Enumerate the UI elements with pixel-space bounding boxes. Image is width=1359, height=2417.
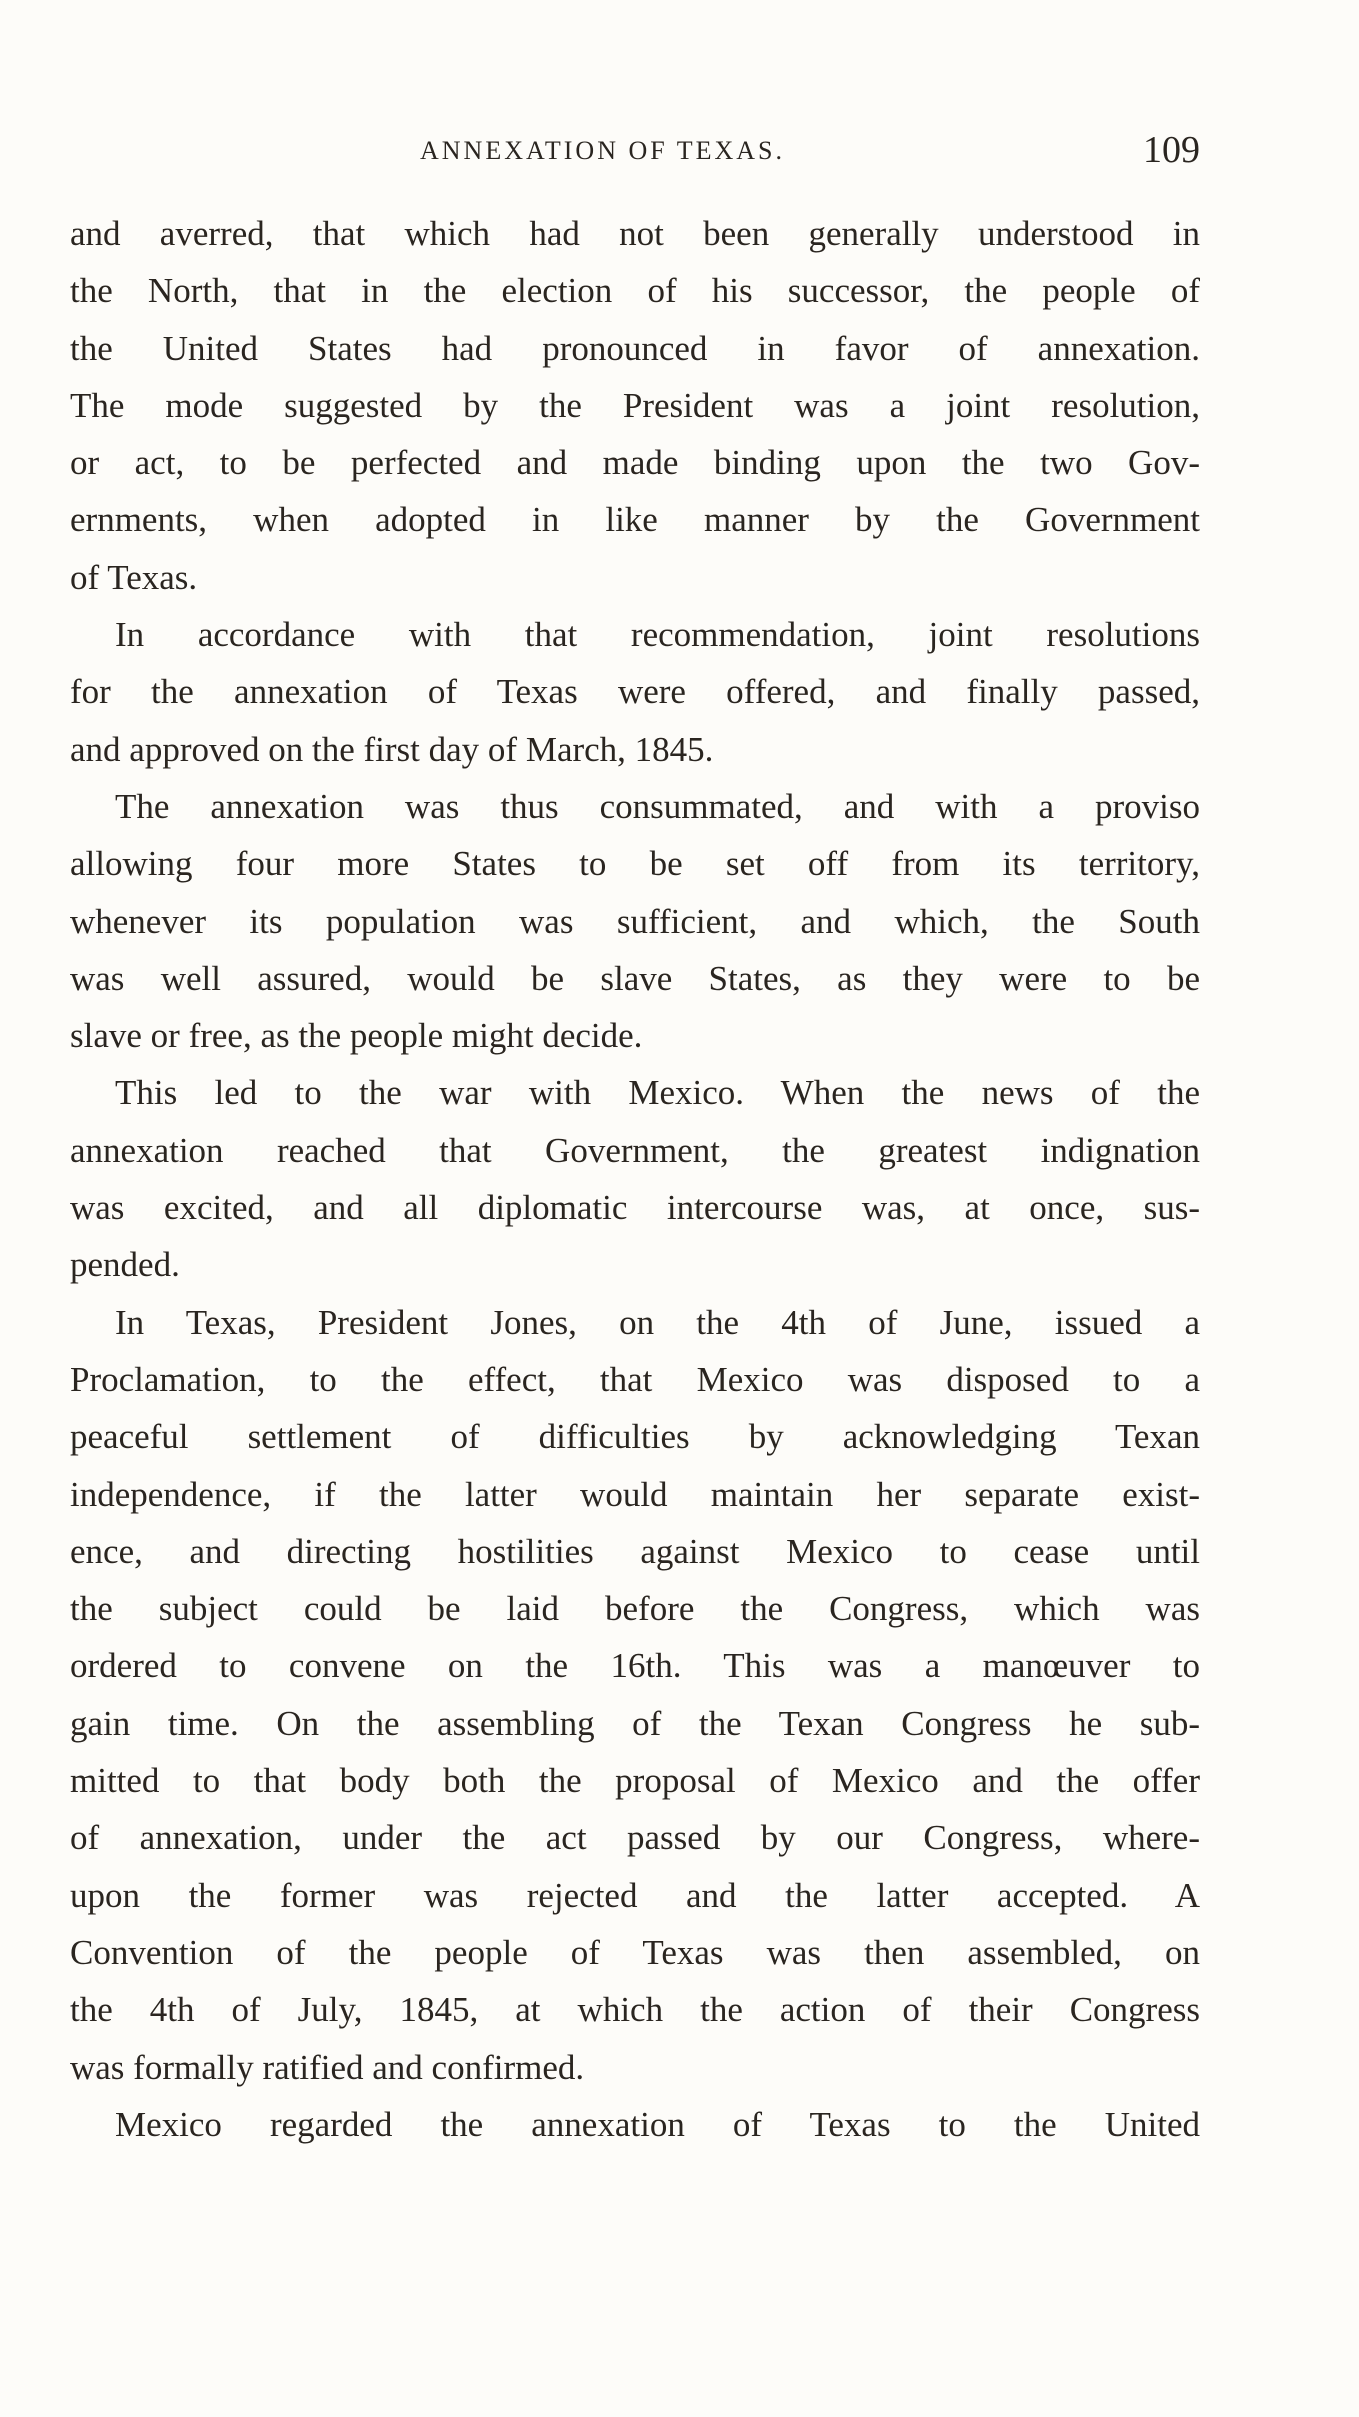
text-line: gain time. On the assembling of the Texan Congress he sub- xyxy=(70,1703,1200,1743)
running-title: ANNEXATION OF TEXAS. xyxy=(420,136,786,165)
text-line: In Texas, President Jones, on the 4th of June, issued a xyxy=(115,1302,1200,1342)
text-line: was well assured, would be slave States, as they were to be xyxy=(70,958,1200,998)
text-line: independence, if the latter would maintain her separate exist- xyxy=(70,1474,1200,1514)
text-line: allowing four more States to be set off from its territory, xyxy=(70,844,1200,884)
text-line: annexation reached that Government, the greatest indignation xyxy=(70,1130,1200,1170)
text-line: for the annexation of Texas were offered, and finally passed, xyxy=(70,672,1200,712)
text-line: of Texas. xyxy=(70,557,198,597)
text-line: This led to the war with Mexico. When the news of the xyxy=(115,1073,1200,1113)
text-line: the United States had pronounced in favor of annexation. xyxy=(70,328,1200,368)
text-line: was excited, and all diplomatic intercourse was, at once, sus- xyxy=(70,1188,1200,1228)
text-line: the North, that in the election of his successor, the people of xyxy=(70,271,1200,311)
text-line: ernments, when adopted in like manner by the Government xyxy=(70,500,1200,540)
text-line: the 4th of July, 1845, at which the action of their Congress xyxy=(70,1990,1200,2030)
text-line: Mexico regarded the annexation of Texas to the United xyxy=(115,2104,1200,2144)
text-line: and approved on the first day of March, 1845. xyxy=(70,729,714,769)
text-line: The mode suggested by the President was a joint resolution, xyxy=(70,385,1200,425)
text-line: peaceful settlement of difficulties by acknowledging Texan xyxy=(70,1417,1200,1457)
text-line: or act, to be perfected and made binding upon the two Gov- xyxy=(70,443,1200,483)
text-line: whenever its population was sufficient, and which, the South xyxy=(70,901,1200,941)
text-line: the subject could be laid before the Congress, which was xyxy=(70,1589,1200,1629)
text-line: pended. xyxy=(70,1245,180,1285)
text-line: ordered to convene on the 16th. This was a manœuver to xyxy=(70,1646,1200,1686)
text-line: of annexation, under the act passed by our Congress, where- xyxy=(70,1818,1200,1858)
text-line: slave or free, as the people might decide. xyxy=(70,1016,643,1056)
text-line: ence, and directing hostilities against Mexico to cease until xyxy=(70,1531,1200,1571)
text-line: Proclamation, to the effect, that Mexico was disposed to a xyxy=(70,1359,1200,1399)
text-line: upon the former was rejected and the latter accepted. A xyxy=(70,1875,1200,1915)
running-head xyxy=(70,128,1200,178)
page-number: 109 xyxy=(1143,129,1200,171)
text-line: was formally ratified and confirmed. xyxy=(70,2047,585,2087)
text-line: and averred, that which had not been generally understood in xyxy=(70,214,1200,253)
text-line: The annexation was thus consummated, and with a proviso xyxy=(115,786,1200,826)
text-line: mitted to that body both the proposal of Mexico and the offer xyxy=(70,1761,1200,1801)
text-line: In accordance with that recommendation, joint resolutions xyxy=(115,615,1200,655)
body-text xyxy=(70,205,1200,2153)
text-line: Convention of the people of Texas was then assembled, on xyxy=(70,1932,1200,1972)
